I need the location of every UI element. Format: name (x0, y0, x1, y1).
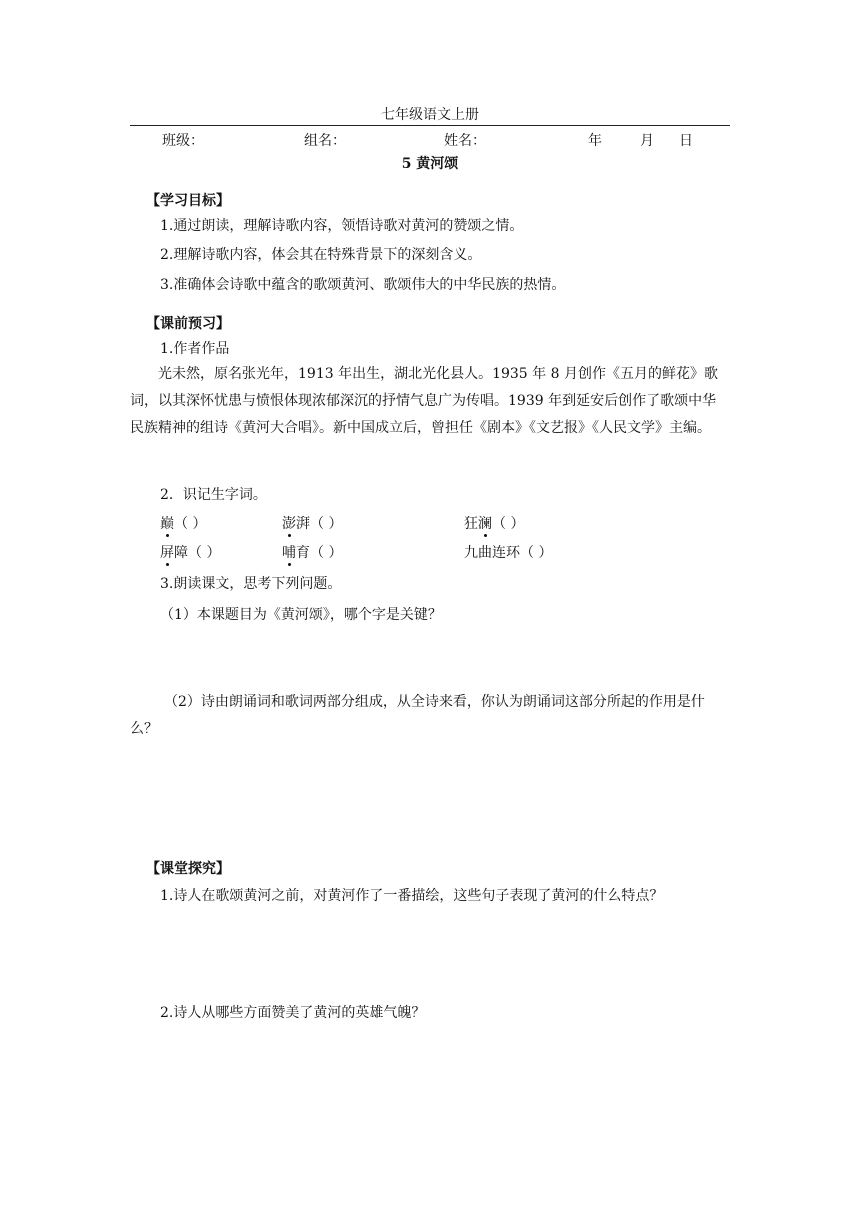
name-label: 姓名： (444, 133, 486, 149)
header-divider (130, 125, 730, 126)
goal-item: 1.通过朗读，理解诗歌内容，领悟诗歌对黄河的赞颂之情。 (160, 218, 524, 234)
vocab-word: 巅（ ） (160, 516, 207, 532)
preview-item-vocab: 2．识记生字词。 (160, 487, 267, 503)
year-label: 年 (588, 133, 602, 149)
preview-heading: 【课前预习】 (146, 316, 230, 332)
vocab-word: 哺育（ ） (282, 545, 343, 561)
header-title: 七年级语文上册 (381, 107, 479, 123)
day-label: 日 (679, 133, 693, 149)
class-label: 班级： (162, 133, 204, 149)
vocab-row (0, 542, 860, 564)
explore-heading: 【课堂探究】 (146, 861, 230, 877)
lesson-title: 5 黄河颂 (401, 156, 459, 172)
preview-item-author: 1.作者作品 (160, 341, 230, 357)
explore-question-1: 1.诗人在歌颂黄河之前，对黄河作了一番描绘，这些句子表现了黄河的什么特点？ (160, 888, 664, 904)
goal-item: 3.准确体会诗歌中蕴含的歌颂黄河、歌颂伟大的中华民族的热情。 (160, 277, 566, 293)
student-info-row (0, 130, 860, 150)
group-label: 组名： (304, 133, 346, 149)
author-paragraph: 光未然，原名张光年，1913 年出生，湖北光化县人。1935 年 8 月创作《五月的鲜花》歌词，以其深怀忧患与愤恨体现浓郁深沉的抒情气息广为传唱。1939 年到延安后创作了歌颂中华民族精神的组诗《黄河大合唱》。新中国成立后，曾担任《剧本》《文艺报》《人民文学》主编。 (130, 366, 718, 436)
goals-heading: 【学习目标】 (146, 193, 230, 209)
vocab-word: 狂澜（ ） (464, 516, 525, 532)
question-2: （2）诗由朗诵词和歌词两部分组成，从全诗来看，你认为朗诵词这部分所起的作用是什么？ (130, 694, 705, 737)
explore-question-2: 2.诗人从哪些方面赞美了黄河的英雄气魄？ (160, 1005, 426, 1021)
vocab-row (0, 513, 860, 535)
month-label: 月 (640, 133, 654, 149)
question-1: （1）本课题目为《黄河颂》，哪个字是关键？ (160, 607, 442, 623)
vocab-word: 澎湃（ ） (282, 516, 343, 532)
vocab-word: 九曲连环（ ） (464, 545, 553, 561)
vocab-word: 屏障（ ） (160, 545, 221, 561)
preview-item-reading: 3.朗读课文，思考下列问题。 (160, 576, 342, 592)
goal-item: 2.理解诗歌内容，体会其在特殊背景下的深刻含义。 (160, 247, 482, 263)
